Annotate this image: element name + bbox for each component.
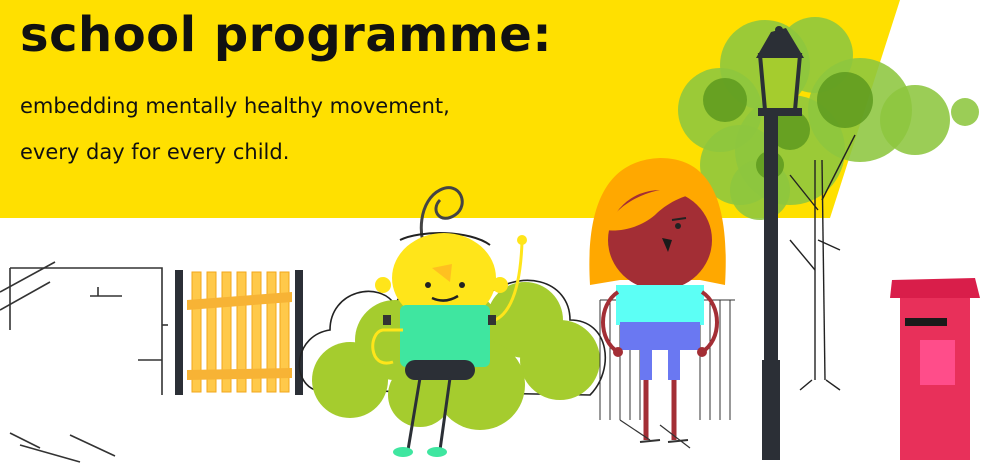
banner bbox=[0, 0, 987, 230]
ground-lines bbox=[620, 420, 690, 448]
wall-icon bbox=[0, 262, 168, 462]
fence-gate-icon bbox=[175, 270, 303, 395]
banner-headline: school programme: bbox=[20, 7, 553, 63]
banner-tagline-line1: embedding mentally healthy movement, bbox=[20, 94, 450, 118]
postbox-icon bbox=[890, 278, 980, 460]
banner-tagline-line2: every day for every child. bbox=[20, 140, 290, 164]
